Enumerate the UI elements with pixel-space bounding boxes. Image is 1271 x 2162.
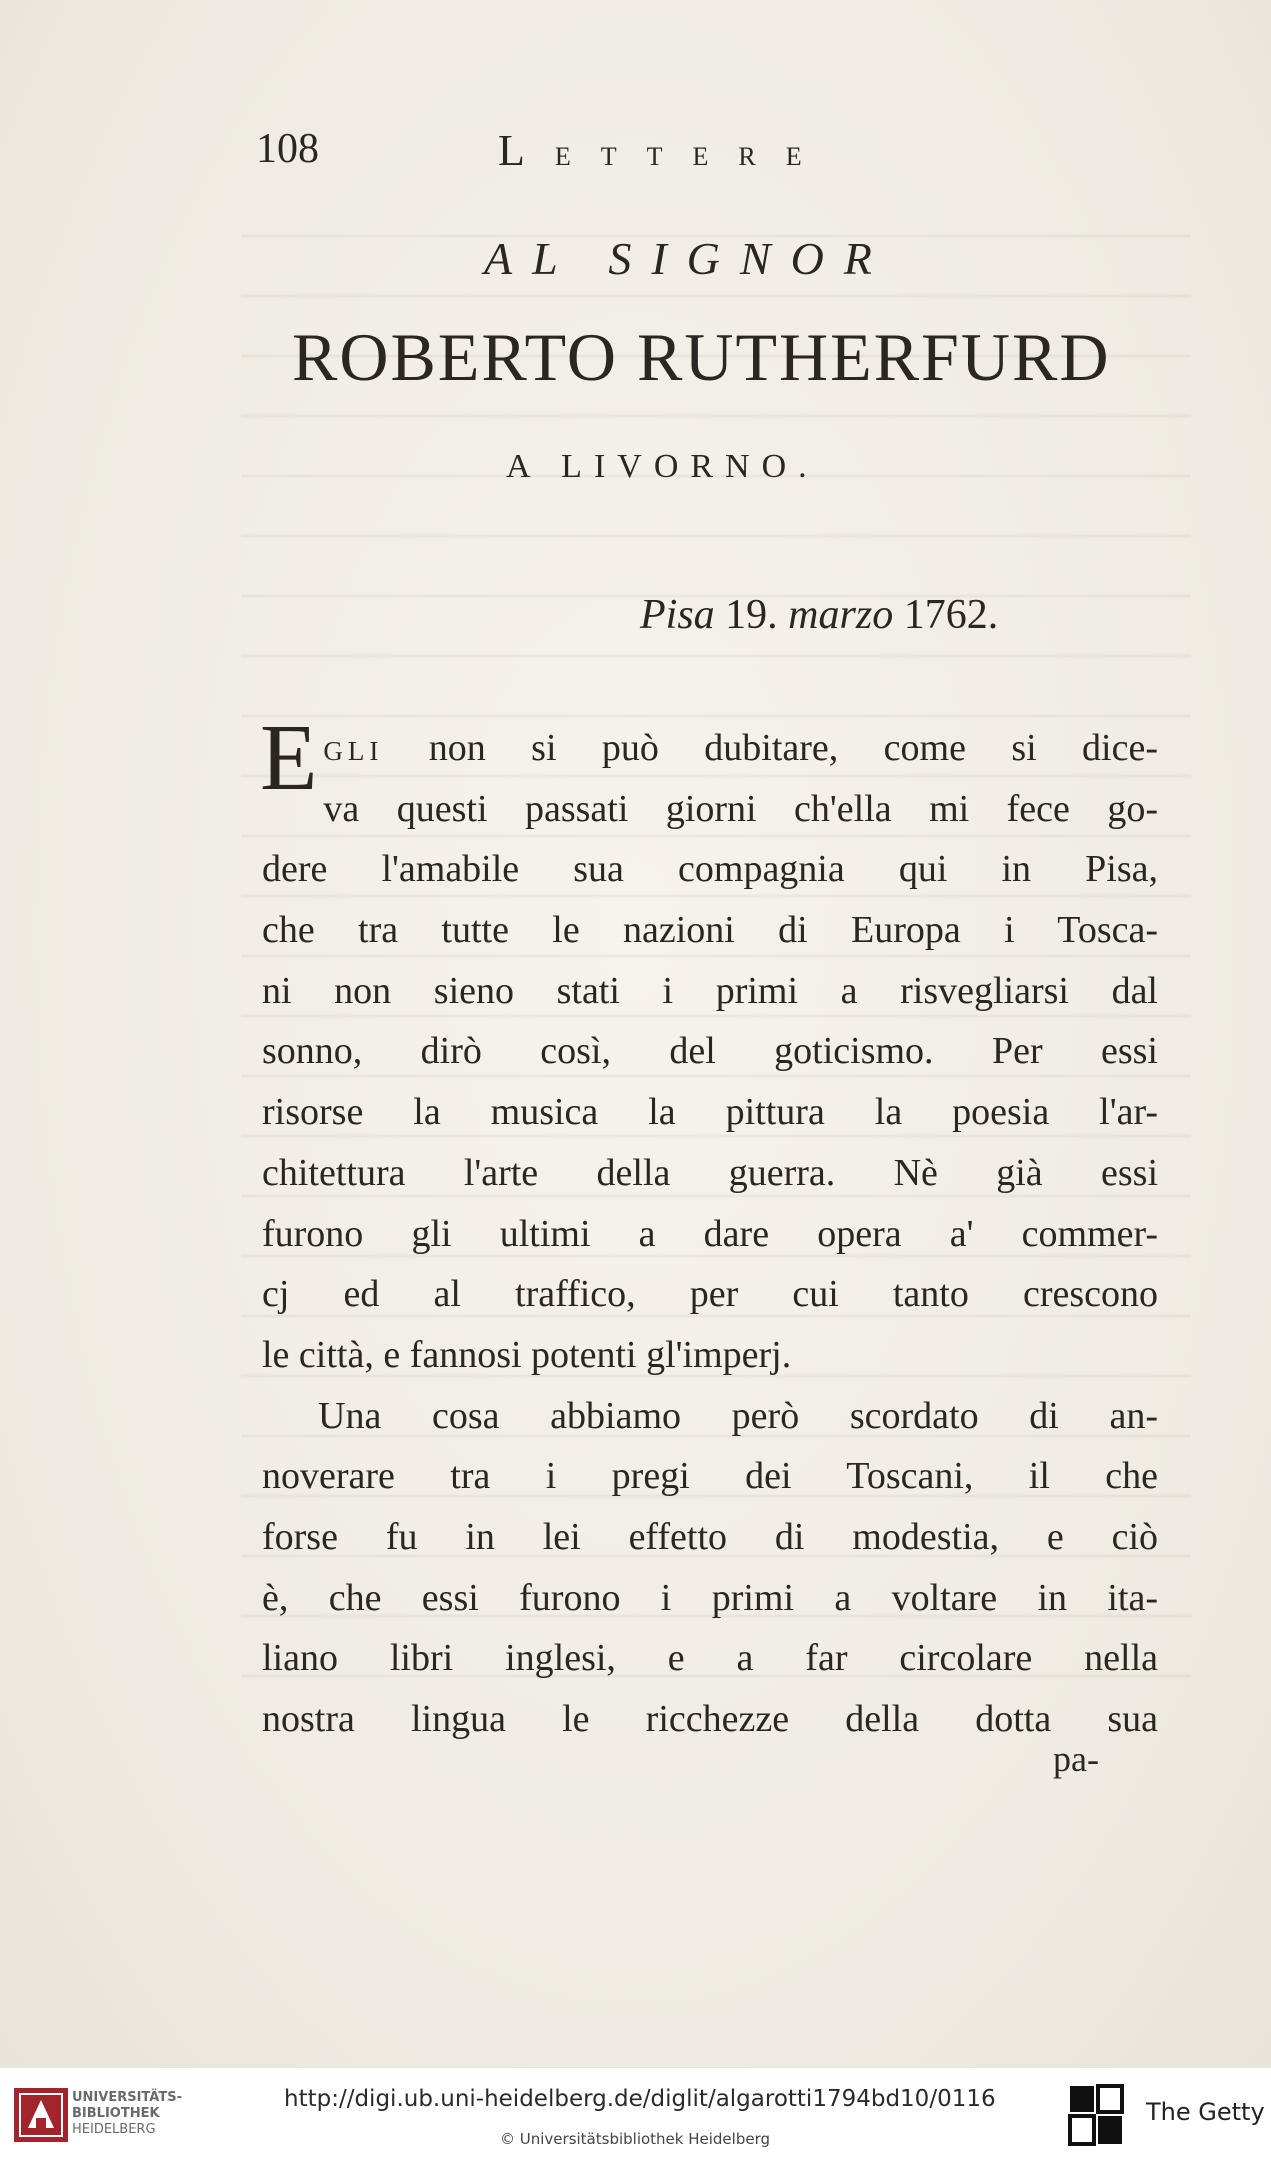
date-year: 1762. (903, 592, 999, 638)
university-library-logo-icon (14, 2088, 68, 2142)
catchword: pa- (1053, 1739, 1099, 1779)
page-number: 108 (256, 126, 319, 172)
date-month: marzo (788, 592, 894, 638)
first-word-smallcaps: GLI (323, 736, 384, 766)
text-line: dere l'amabile sua compagnia qui in Pisa, (262, 848, 1158, 891)
getty-label: The Getty (1146, 2098, 1265, 2126)
text-line: furono gli ultimi a dare opera a' commer- (262, 1212, 1158, 1255)
date-city: Pisa (640, 592, 715, 638)
copyright-notice: © Universitätsbibliothek Heidelberg (500, 2130, 771, 2148)
text-line (262, 718, 1158, 779)
text-line: nostra lingua le ricchezze della dotta sua (262, 1698, 1158, 1740)
university-library-name (72, 2090, 182, 2138)
text-line-content: non si può dubitare, come si dice- (428, 727, 1159, 769)
text-line: forse fu in lei effetto di modestia, e ciò (262, 1515, 1158, 1558)
text-line: risorse la musica la pittura la poesia l'ar- (262, 1091, 1158, 1134)
text-line: le città, e fannosi potenti gl'imperj. (262, 1333, 792, 1376)
text-line: noverare tra i pregi dei Toscani, il che (262, 1455, 1158, 1498)
running-head-rest: ETTERE (554, 142, 832, 171)
running-head (498, 125, 832, 176)
library-line-2: BIBLIOTHEK (72, 2106, 160, 2121)
text-line: è, che essi furono i primi a voltare in ita- (262, 1576, 1158, 1619)
viewer-footer (0, 2067, 1271, 2162)
text-line: Una cosa abbiamo però scordato di an- (318, 1394, 1158, 1437)
drop-cap: E (260, 706, 318, 810)
recipient-name: ROBERTO RUTHERFURD (292, 319, 1111, 395)
text-line: va questi passati giorni ch'ella mi fece go- (323, 787, 1158, 830)
text-line: cj ed al traffico, per cui tanto crescono (262, 1273, 1158, 1316)
library-line-1: UNIVERSITÄTS- (72, 2090, 182, 2105)
page-header (256, 125, 906, 185)
text-line: sonno, dirò così, del goticismo. Per essi (262, 1030, 1158, 1073)
date-day: 19. (725, 592, 778, 638)
letter-body (260, 706, 1159, 1750)
library-line-3: HEIDELBERG (72, 2122, 156, 2137)
text-line: chitettura l'arte della guerra. Nè già essi (262, 1151, 1158, 1194)
recipient-place: A LIVORNO. (506, 448, 819, 485)
salutation-al-signor: AL SIGNOR (484, 233, 892, 284)
paragraph-2 (262, 1386, 1158, 1750)
text-line: liano libri inglesi, e a far circolare nella (262, 1637, 1158, 1680)
running-head-initial: L (498, 126, 555, 175)
text-line: che tra tutte le nazioni di Europa i Tosca- (262, 909, 1158, 952)
text-line: ni non sieno stati i primi a risvegliarsi dal (262, 969, 1158, 1012)
letter-date (640, 591, 998, 639)
permalink-url[interactable]: http://digi.ub.uni-heidelberg.de/diglit/algarotti1794bd10/0116 (284, 2086, 996, 2112)
getty-logo-icon (1068, 2084, 1124, 2146)
